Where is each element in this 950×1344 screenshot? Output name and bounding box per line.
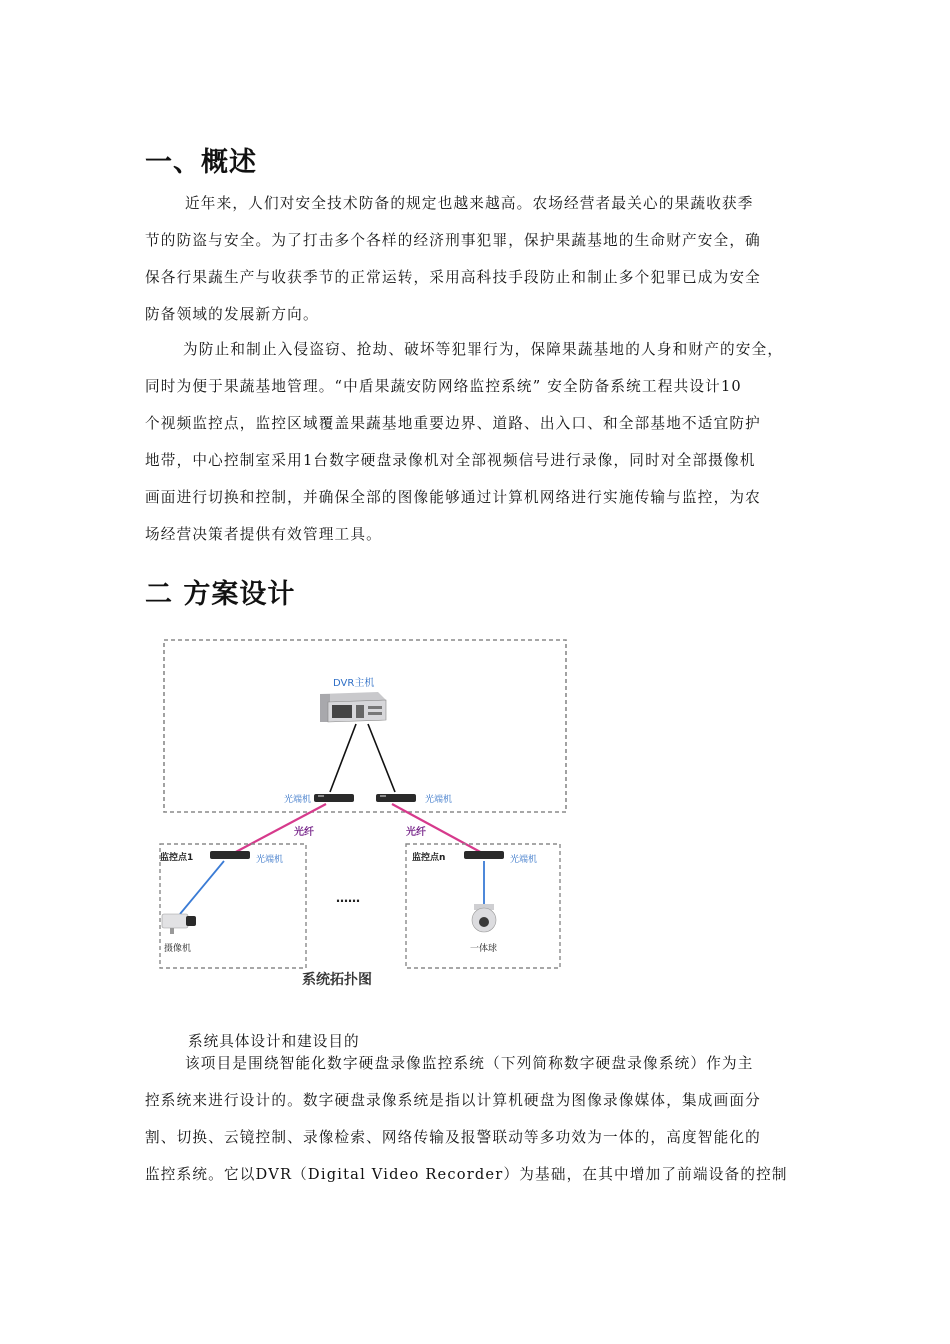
text-line: 该项目是围绕智能化数字硬盘录像监控系统（下列简称数字硬盘录像系统）作为主	[185, 1055, 754, 1072]
subheading-design-goals: 系统具体设计和建设目的	[188, 1033, 360, 1050]
text-line: 同时为便于果蔬基地管理。“中盾果蔬安防网络监控系统” 安全防备系统工程共设计10	[145, 378, 742, 395]
control-room-boundary	[164, 640, 566, 812]
siten-optical-label: 光端机	[510, 855, 538, 865]
section-heading-overview: 一、概述	[145, 147, 257, 178]
siten-optical-transceiver-icon	[464, 851, 504, 859]
text-line: 保各行果蔬生产与收获季节的正常运转，采用高科技手段防止和制止多个犯罪已成为安全	[145, 269, 761, 286]
optical-transceiver-left-icon	[314, 794, 354, 802]
diagram-caption: 系统拓扑图	[302, 972, 372, 988]
site1-device-label: 摄像机	[164, 944, 192, 954]
text-line: 场经营决策者提供有效管理工具。	[145, 526, 382, 543]
text-line: 控系统来进行设计的。数字硬盘录像系统是指以计算机硬盘为图像录像媒体，集成画面分	[145, 1092, 761, 1109]
text-line: 个视频监控点，监控区域覆盖果蔬基地重要边界、道路、出入口、和全部基地不适宜防护	[145, 415, 761, 432]
site1-optical-label: 光端机	[256, 855, 284, 865]
text-line: 画面进行切换和控制，并确保全部的图像能够通过计算机网络进行实施传输与监控，为农	[145, 489, 761, 506]
more-sites-ellipsis: ……	[336, 891, 360, 905]
fiber-left-label: 光纤	[294, 827, 314, 838]
text-line: 地带，中心控制室采用1台数字硬盘录像机对全部视频信号进行录像，同时对全部摄像机	[145, 452, 756, 469]
optical-left-label: 光端机	[284, 795, 312, 805]
siten-device-label: 一体球	[470, 944, 498, 954]
text-line: 防备领域的发展新方向。	[145, 306, 319, 323]
dvr-label: DVR主机	[333, 678, 375, 689]
system-topology-diagram	[140, 622, 590, 997]
fiber-right-label: 光纤	[406, 827, 426, 838]
text-line: 为防止和制止入侵盗窃、抢劫、破坏等犯罪行为，保障果蔬基地的人身和财产的安全，	[183, 341, 784, 358]
site1-optical-transceiver-icon	[210, 851, 250, 859]
section-heading-design: 二 方案设计	[145, 579, 296, 610]
text-line: 节的防盗与安全。为了打击多个各样的经济刑事犯罪，保护果蔬基地的生命财产安全，确	[145, 232, 761, 249]
dome-camera-icon	[472, 904, 496, 932]
text-line: 割、切换、云镜控制、录像检索、网络传输及报警联动等多功效为一体的，高度智能化的	[145, 1129, 761, 1146]
camera-icon	[162, 914, 196, 934]
text-line: 近年来，人们对安全技术防备的规定也越来越高。农场经营者最关心的果蔬收获季	[185, 195, 754, 212]
optical-transceiver-right-icon	[376, 794, 416, 802]
optical-right-label: 光端机	[425, 795, 453, 805]
site1-label: 监控点1	[160, 853, 194, 863]
text-line: 监控系统。它以DVR（Digital Video Recorder）为基础，在其中增加了前端设备的控制	[145, 1166, 788, 1183]
siten-label: 监控点n	[412, 853, 446, 863]
dvr-host-icon	[320, 692, 386, 722]
